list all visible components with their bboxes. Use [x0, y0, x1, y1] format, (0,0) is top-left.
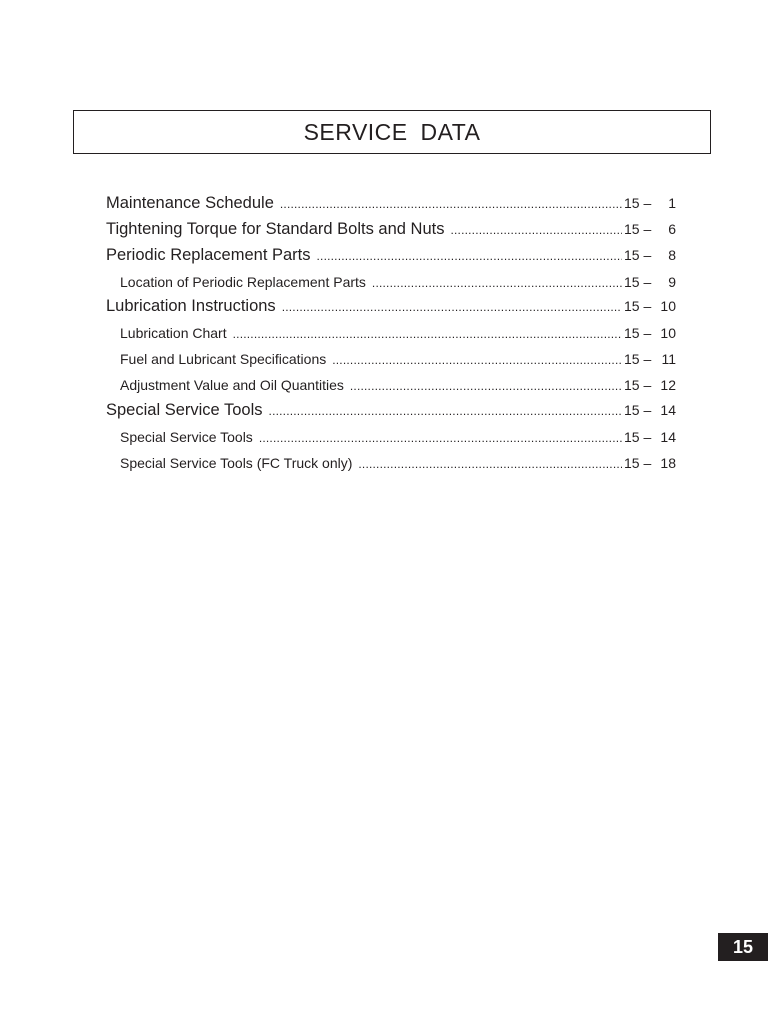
toc-entry-page	[624, 377, 676, 393]
leader-dots	[280, 197, 622, 211]
toc-entry-label: Location of Periodic Replacement Parts	[120, 274, 366, 290]
page-number: 8	[668, 247, 676, 263]
leader-dots	[350, 379, 622, 393]
toc-entry-label: Tightening Torque for Standard Bolts and Nuts	[106, 220, 445, 238]
leader-dots	[259, 431, 622, 445]
toc-entry[interactable]	[106, 194, 676, 213]
toc-entry[interactable]	[106, 401, 676, 420]
toc-entry-page	[624, 298, 676, 314]
chapter-number: 15 –	[624, 247, 652, 263]
chapter-number: 15 –	[624, 402, 652, 418]
leader-dots	[450, 223, 622, 237]
toc-entry-page	[624, 402, 676, 418]
toc-entry-label: Adjustment Value and Oil Quantities	[120, 377, 344, 393]
page-number: 10	[660, 298, 676, 314]
page-number: 1	[668, 195, 676, 211]
title-box	[73, 110, 711, 154]
toc-entry-label: Periodic Replacement Parts	[106, 246, 311, 264]
toc-subentry[interactable]	[120, 325, 676, 341]
leader-dots	[317, 249, 622, 263]
chapter-number: 15 –	[624, 429, 652, 445]
chapter-number: 15 –	[624, 298, 652, 314]
toc-subentry[interactable]	[120, 274, 676, 290]
page-number: 6	[668, 221, 676, 237]
leader-dots	[269, 404, 622, 418]
chapter-number: 15 –	[624, 195, 652, 211]
page-number: 18	[660, 455, 676, 471]
page-number: 14	[660, 429, 676, 445]
toc-entry-page	[624, 325, 676, 341]
toc-subentry[interactable]	[120, 351, 676, 367]
toc-entry-page	[624, 351, 676, 367]
chapter-number: 15 –	[624, 377, 652, 393]
toc-entry-page	[624, 274, 676, 290]
section-tab-number: 15	[732, 936, 754, 957]
toc-entry-label: Lubrication Instructions	[106, 297, 276, 315]
section-tab	[718, 933, 768, 961]
chapter-number: 15 –	[624, 455, 652, 471]
toc-entry-page	[624, 455, 676, 471]
toc-entry[interactable]	[106, 297, 676, 316]
leader-dots	[332, 353, 622, 367]
chapter-number: 15 –	[624, 325, 652, 341]
page-number: 11	[661, 351, 676, 367]
toc-entry-page	[624, 429, 676, 445]
page-number: 12	[660, 377, 676, 393]
toc-entry[interactable]	[106, 220, 676, 239]
leader-dots	[372, 276, 622, 290]
toc-entry-page	[624, 221, 676, 237]
page-number: 10	[660, 325, 676, 341]
leader-dots	[282, 300, 622, 314]
toc-subentry[interactable]	[120, 455, 676, 471]
page-number: 9	[668, 274, 676, 290]
toc-entry-label: Lubrication Chart	[120, 325, 227, 341]
toc-entry-page	[624, 195, 676, 211]
toc-entry-label: Fuel and Lubricant Specifications	[120, 351, 327, 367]
chapter-number: 15 –	[624, 274, 652, 290]
toc-entry-label: Special Service Tools	[106, 401, 263, 419]
page-title: SERVICE DATA	[303, 118, 481, 145]
toc-entry-label: Special Service Tools (FC Truck only)	[120, 455, 353, 471]
leader-dots	[358, 457, 622, 471]
toc-entry-label: Maintenance Schedule	[106, 194, 274, 212]
chapter-number: 15 –	[624, 351, 652, 367]
toc-entry-label: Special Service Tools	[120, 429, 253, 445]
chapter-number: 15 –	[624, 221, 652, 237]
leader-dots	[233, 327, 622, 341]
toc-entry[interactable]	[106, 246, 676, 265]
toc-subentry[interactable]	[120, 429, 676, 445]
page-number: 14	[660, 402, 676, 418]
toc-subentry[interactable]	[120, 377, 676, 393]
toc-entry-page	[624, 247, 676, 263]
